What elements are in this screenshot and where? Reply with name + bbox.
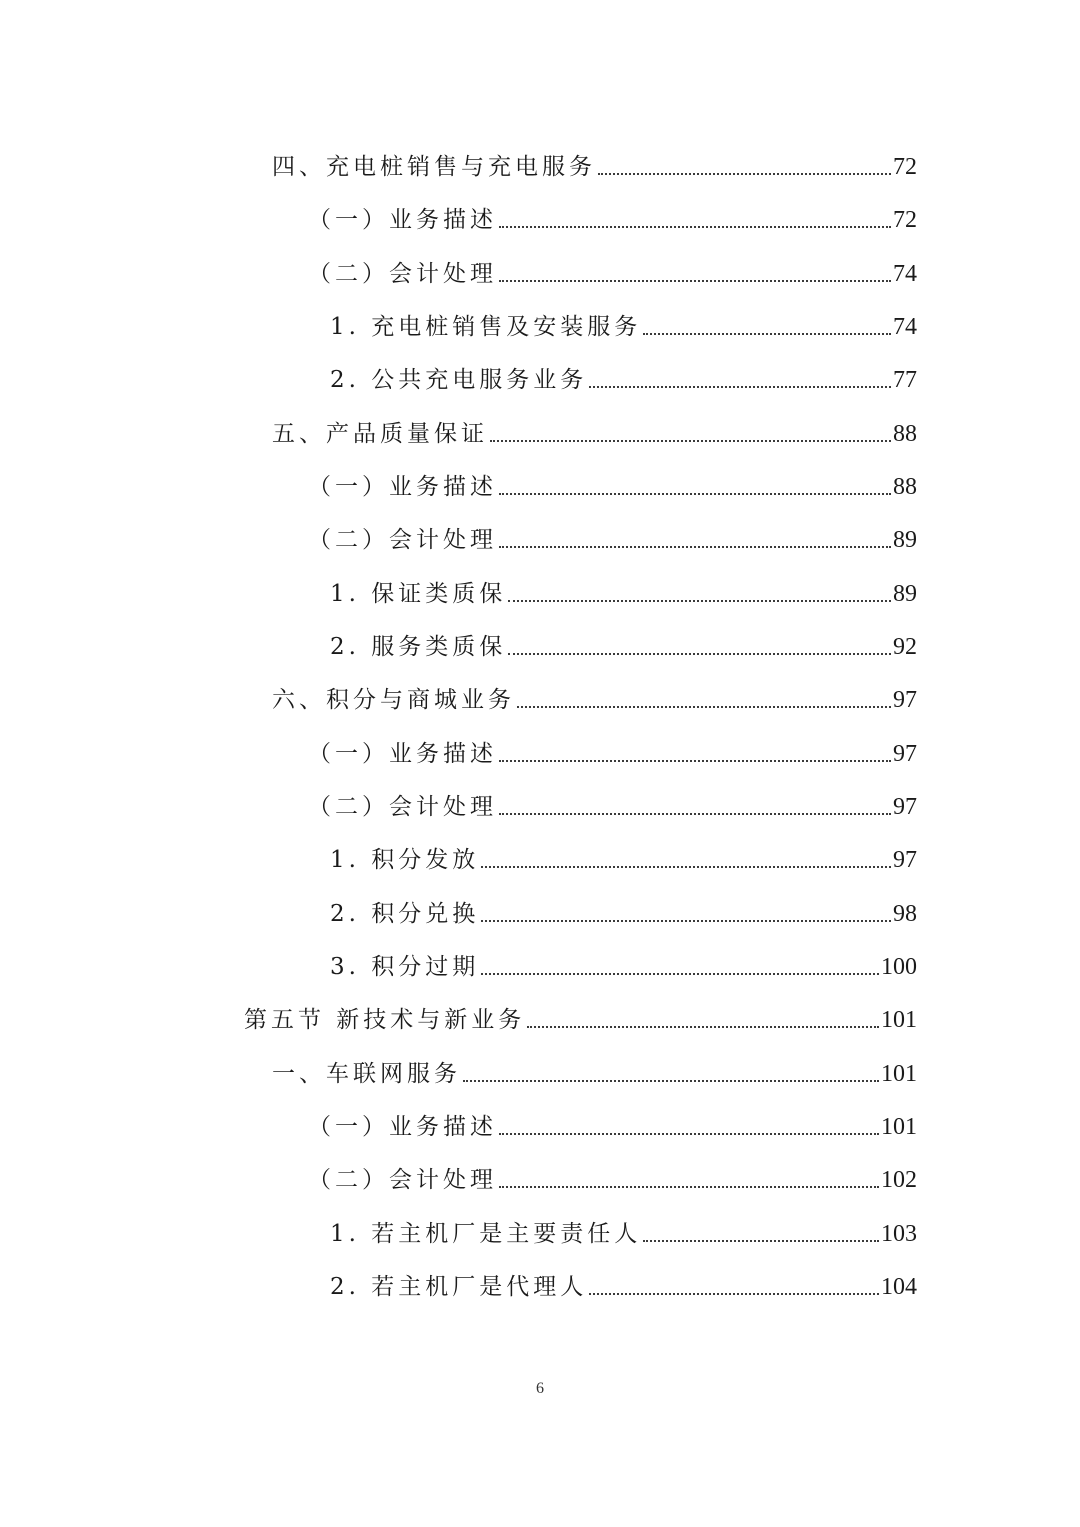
toc-dot-leader — [499, 546, 891, 548]
toc-entry-title: 2. 积分兑换 — [330, 901, 480, 927]
toc-dot-leader — [499, 1133, 879, 1135]
toc-entry-page: 89 — [893, 527, 917, 553]
toc-entry-page: 92 — [893, 634, 917, 660]
toc-entry-title: 2. 若主机厂是代理人 — [330, 1274, 588, 1300]
toc-entry-page: 97 — [893, 741, 917, 767]
toc-entry-title: 3. 积分过期 — [330, 954, 480, 980]
toc-entry-page: 97 — [893, 687, 917, 713]
toc-entry-title: 六、积分与商城业务 — [272, 687, 515, 713]
toc-dot-leader — [499, 280, 891, 282]
toc-dot-leader — [481, 866, 891, 868]
toc-entry[interactable] — [272, 409, 917, 449]
toc-entry-title: （一）业务描述 — [308, 1114, 497, 1140]
page-number: 6 — [536, 1380, 544, 1397]
toc-entry-page: 77 — [893, 367, 917, 393]
toc-entry-page: 74 — [893, 314, 917, 340]
toc-entry[interactable] — [330, 1262, 917, 1302]
toc-entry[interactable] — [330, 889, 917, 929]
toc-dot-leader — [598, 173, 891, 175]
toc-dot-leader — [508, 653, 891, 655]
toc-entry-page: 101 — [881, 1007, 917, 1033]
toc-entry-title: 1. 积分发放 — [330, 847, 480, 873]
toc-dot-leader — [508, 600, 891, 602]
toc-entry[interactable] — [308, 782, 917, 822]
toc-entry-title: （一）业务描述 — [308, 474, 497, 500]
toc-entry-title: （二）会计处理 — [308, 794, 497, 820]
toc-entry[interactable] — [272, 675, 917, 715]
toc-dot-leader — [463, 1080, 879, 1082]
toc-entry[interactable] — [272, 1049, 917, 1089]
toc-entry[interactable] — [308, 1155, 917, 1195]
toc-entry-title: 五、产品质量保证 — [272, 421, 488, 447]
toc-entry[interactable] — [308, 462, 917, 502]
toc-entry-title: （一）业务描述 — [308, 741, 497, 767]
toc-entry-page: 88 — [893, 474, 917, 500]
toc-entry[interactable] — [330, 1209, 917, 1249]
toc-dot-leader — [527, 1026, 879, 1028]
toc-entry[interactable] — [308, 1102, 917, 1142]
toc-entry[interactable] — [330, 569, 917, 609]
toc-entry-title: 一、车联网服务 — [272, 1061, 461, 1087]
toc-entry-page: 104 — [881, 1274, 917, 1300]
toc-entry[interactable] — [308, 515, 917, 555]
toc-dot-leader — [490, 440, 891, 442]
toc-entry-page: 74 — [893, 261, 917, 287]
toc-entry-title: 2. 服务类质保 — [330, 634, 507, 660]
toc-entry-page: 102 — [881, 1167, 917, 1193]
toc-entry-title: 1. 若主机厂是主要责任人 — [330, 1221, 642, 1247]
toc-entry[interactable] — [308, 195, 917, 235]
toc-entry-page: 100 — [881, 954, 917, 980]
toc-entry[interactable] — [330, 622, 917, 662]
toc-entry-title: （二）会计处理 — [308, 527, 497, 553]
toc-entry-title: 1. 保证类质保 — [330, 581, 507, 607]
toc-entry-title: （二）会计处理 — [308, 1167, 497, 1193]
toc-entry-page: 101 — [881, 1114, 917, 1140]
toc-entry-page: 103 — [881, 1221, 917, 1247]
toc-entry[interactable] — [330, 835, 917, 875]
toc-dot-leader — [589, 1293, 879, 1295]
toc-dot-leader — [499, 1186, 879, 1188]
toc-dot-leader — [589, 386, 891, 388]
toc-entry-page: 72 — [893, 207, 917, 233]
toc-dot-leader — [643, 333, 891, 335]
toc-entry[interactable] — [244, 995, 917, 1035]
toc-dot-leader — [499, 226, 891, 228]
toc-entry-page: 97 — [893, 847, 917, 873]
toc-entry-title: 2. 公共充电服务业务 — [330, 367, 588, 393]
toc-entry-title: 第五节 新技术与新业务 — [244, 1007, 526, 1033]
toc-entry[interactable] — [272, 142, 917, 182]
toc-entry-page: 72 — [893, 154, 917, 180]
toc-dot-leader — [517, 706, 891, 708]
toc-dot-leader — [499, 760, 891, 762]
toc-entry[interactable] — [330, 942, 917, 982]
toc-entry-page: 89 — [893, 581, 917, 607]
toc-entry-title: （一）业务描述 — [308, 207, 497, 233]
toc-entry-title: （二）会计处理 — [308, 261, 497, 287]
toc-entry-page: 101 — [881, 1061, 917, 1087]
toc-entry-page: 88 — [893, 421, 917, 447]
toc-dot-leader — [481, 973, 879, 975]
toc-dot-leader — [481, 920, 891, 922]
toc-entry[interactable] — [330, 302, 917, 342]
toc-entry-page: 97 — [893, 794, 917, 820]
toc-entry-title: 四、充电桩销售与充电服务 — [272, 154, 596, 180]
toc-entry[interactable] — [308, 729, 917, 769]
toc-entry[interactable] — [308, 249, 917, 289]
toc-dot-leader — [499, 813, 891, 815]
toc-entry[interactable] — [330, 355, 917, 395]
toc-dot-leader — [643, 1240, 879, 1242]
toc-entry-page: 98 — [893, 901, 917, 927]
toc-entry-title: 1. 充电桩销售及安装服务 — [330, 314, 642, 340]
toc-dot-leader — [499, 493, 891, 495]
